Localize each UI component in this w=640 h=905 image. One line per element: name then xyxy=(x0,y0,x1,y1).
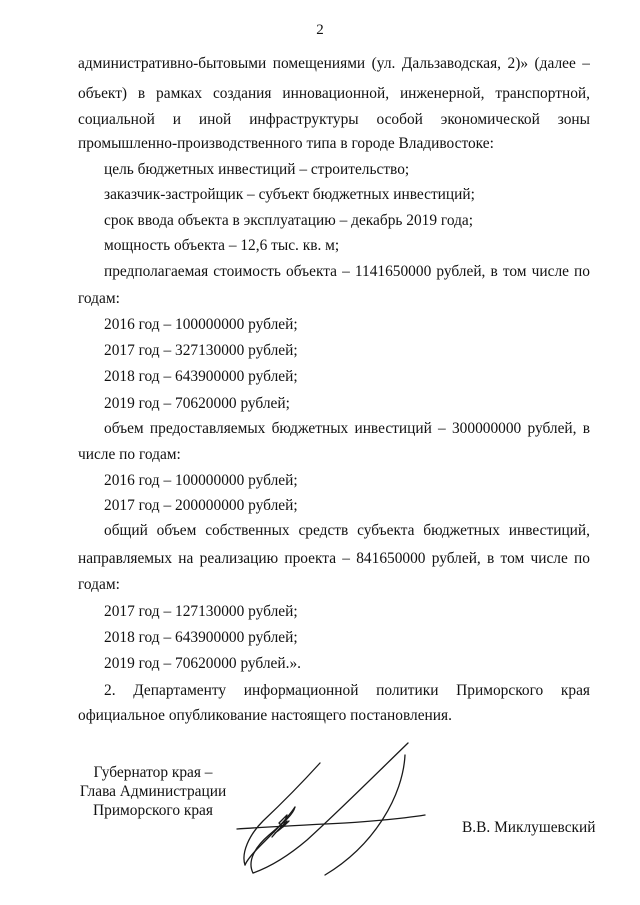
body-line: объект) в рамках создания инновационной, инженерной, транспортной, xyxy=(78,85,590,102)
body-line: 2016 год – 100000000 рублей; xyxy=(104,316,298,333)
body-line: заказчик-застройщик – субъект бюджетных инвестиций; xyxy=(104,186,475,203)
body-line: срок ввода объекта в эксплуатацию – декабрь 2019 года; xyxy=(104,212,474,229)
page-number: 2 xyxy=(316,22,324,38)
body-line: 2018 год – 643900000 рублей; xyxy=(104,629,298,646)
body-line: 2017 год – 127130000 рублей; xyxy=(104,603,298,620)
signatory-name: В.В. Миклушевский xyxy=(462,819,596,836)
body-line: годам: xyxy=(78,290,120,307)
body-line: 2018 год – 643900000 рублей; xyxy=(104,368,298,385)
body-line: 2017 год – 327130000 рублей; xyxy=(104,342,298,359)
signatory-title-line: Приморского края xyxy=(93,802,213,819)
body-line: промышленно-производственного типа в городе Владивостоке: xyxy=(78,135,494,152)
handwritten-signature xyxy=(225,735,435,885)
body-line: числе по годам: xyxy=(78,446,181,463)
body-line: годам: xyxy=(78,576,120,593)
body-line: предполагаемая стоимость объекта – 1141650000 рублей, в том числе по xyxy=(104,263,590,280)
body-line: мощность объекта – 12,6 тыс. кв. м; xyxy=(104,237,340,254)
signatory-title-line: Губернатор края – xyxy=(93,764,213,781)
body-line: 2016 год – 100000000 рублей; xyxy=(104,472,298,489)
body-line: 2017 год – 200000000 рублей; xyxy=(104,497,298,514)
body-line: цель бюджетных инвестиций – строительство; xyxy=(104,161,410,178)
body-line: официальное опубликование настоящего постановления. xyxy=(78,707,452,724)
signatory-title-line: Глава Администрации xyxy=(79,783,227,800)
body-line: 2019 год – 70620000 рублей.». xyxy=(104,655,302,672)
body-line: общий объем собственных средств субъекта бюджетных инвестиций, xyxy=(104,522,590,539)
body-line: административно-бытовыми помещениями (ул. Дальзаводская, 2)» (далее – xyxy=(78,55,590,72)
signatory-title xyxy=(78,763,228,820)
body-line: объем предоставляемых бюджетных инвестиций – 300000000 рублей, в xyxy=(104,420,590,437)
body-line: 2019 год – 70620000 рублей; xyxy=(104,395,290,412)
body-line: 2. Департаменту информационной политики Приморского края xyxy=(104,682,590,699)
body-line: направляемых на реализацию проекта – 841650000 рублей, в том числе по xyxy=(78,550,590,567)
body-line: социальной и иной инфраструктуры особой экономической зоны xyxy=(78,111,590,128)
